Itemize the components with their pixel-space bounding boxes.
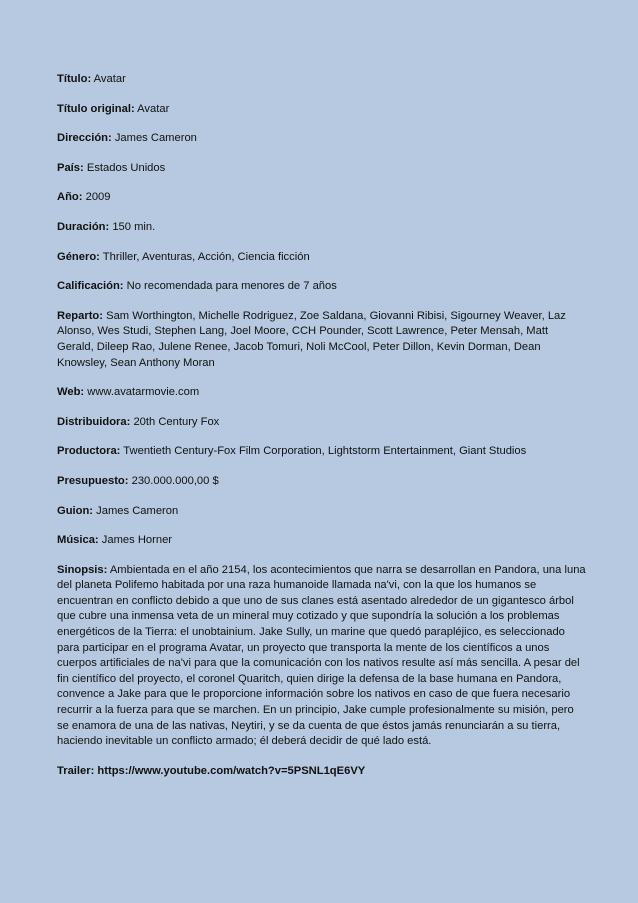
- field-value: Twentieth Century-Fox Film Corporation, Lightstorm Entertainment, Giant Studios: [120, 445, 527, 458]
- field-value: Estados Unidos: [83, 161, 166, 174]
- field-presupuesto: [57, 474, 587, 490]
- field-label: Título:: [57, 73, 92, 85]
- field-web: [57, 385, 587, 401]
- field-titulo-original: [57, 102, 587, 118]
- field-label: Música:: [57, 534, 99, 547]
- field-musica: [57, 533, 587, 549]
- field-value: Avatar: [134, 102, 170, 115]
- field-direccion: [57, 131, 587, 147]
- field-label: Web:: [57, 386, 85, 399]
- field-value: Sam Worthington, Michelle Rodriguez, Zoe Saldana, Giovanni Ribisi, Sigourney Weaver, Laz Alonso, Wes Studi, Stephen Lang, Joel Moore, CCH Pounder, Scott Lawrence, Peter Mensah, Matt Gerald, Dileep Rao, Julene Renee, Jacob Tomuri, Noli McCool, Peter Dillon, Kevin Dorman, Dean Knowsley, Sean Anthony Moran: [57, 309, 566, 369]
- field-value: No recomendada para menores de 7 años: [123, 280, 337, 293]
- field-value: 2009: [82, 191, 111, 204]
- field-label: Sinopsis:: [57, 563, 108, 576]
- field-label: Trailer:: [57, 764, 95, 777]
- field-value: Thriller, Aventuras, Acción, Ciencia ficción: [99, 250, 310, 263]
- field-calificacion: [57, 279, 587, 295]
- field-value: Avatar: [91, 73, 126, 85]
- field-pais: [57, 161, 587, 177]
- field-value: 150 min.: [109, 220, 156, 233]
- field-genero: [57, 250, 587, 266]
- field-reparto: [57, 309, 587, 371]
- field-value: Ambientada en el año 2154, los acontecimientos que narra se desarrollan en Pandora, una luna del planeta Polifemo habitada por una raza humanoide llamada na'vi, con la que los humanos se encuentran en conflicto debido a que uno de sus clanes está asentado alrededor de un gigantesco árbol que cubre una inmensa veta de un mineral muy cotizado y que supondría la solución a los problemas energéticos de la Tierra: el unobtainium. Jake Sully, un marine que quedó parapléjico, es seleccionado para participar en el programa Avatar, un proyecto que transporta la mente de los científicos a unos cuerpos artificiales de na'vi para que la comunicación con los nativos resulte así más sencilla. A pesar del fin científico del proyecto, el coronel Quaritch, quien dirige la defensa de la base humana en Pandora, convence a Jake para que le proporcione información sobre los nativos en caso de que fuera necesario recurrir a la fuerza para que se marchen. En un principio, Jake cumple profesionalmente su misión, pero se enamora de una de las nativas, Neytiri, y se da cuenta de que éstos jamás renunciarán a su tierra, haciendo inevitable un conflicto armado; él deberá decidir de qué lado está.: [57, 563, 586, 748]
- field-label: Género:: [57, 250, 100, 263]
- field-label: Distribuidora:: [57, 415, 131, 428]
- field-value: James Horner: [98, 534, 173, 547]
- field-label: Calificación:: [57, 280, 124, 293]
- field-titulo: [57, 72, 587, 88]
- field-label: Guion:: [57, 504, 94, 517]
- field-value: www.avatarmovie.com: [84, 386, 200, 399]
- field-label: Título original:: [57, 102, 135, 115]
- field-value: 230.000.000,00 $: [128, 474, 219, 487]
- field-anio: [57, 190, 587, 206]
- field-duracion: [57, 220, 587, 236]
- trailer-link[interactable]: https://www.youtube.com/watch?v=5PSNL1qE6VY: [94, 764, 366, 777]
- field-productora: [57, 444, 587, 460]
- field-label: Presupuesto:: [57, 474, 129, 487]
- field-distribuidora: [57, 415, 587, 431]
- field-guion: [57, 504, 587, 520]
- field-value: James Cameron: [111, 132, 197, 145]
- field-trailer: [57, 764, 587, 780]
- field-label: País:: [57, 161, 84, 174]
- field-label: Año:: [57, 191, 83, 204]
- field-label: Dirección:: [57, 132, 112, 145]
- field-sinopsis: [57, 563, 587, 750]
- movie-sheet: [57, 72, 587, 793]
- field-label: Reparto:: [57, 309, 103, 322]
- field-value: 20th Century Fox: [130, 415, 220, 428]
- field-label: Productora:: [57, 445, 121, 458]
- field-label: Duración:: [57, 220, 110, 233]
- field-value: James Cameron: [93, 504, 179, 517]
